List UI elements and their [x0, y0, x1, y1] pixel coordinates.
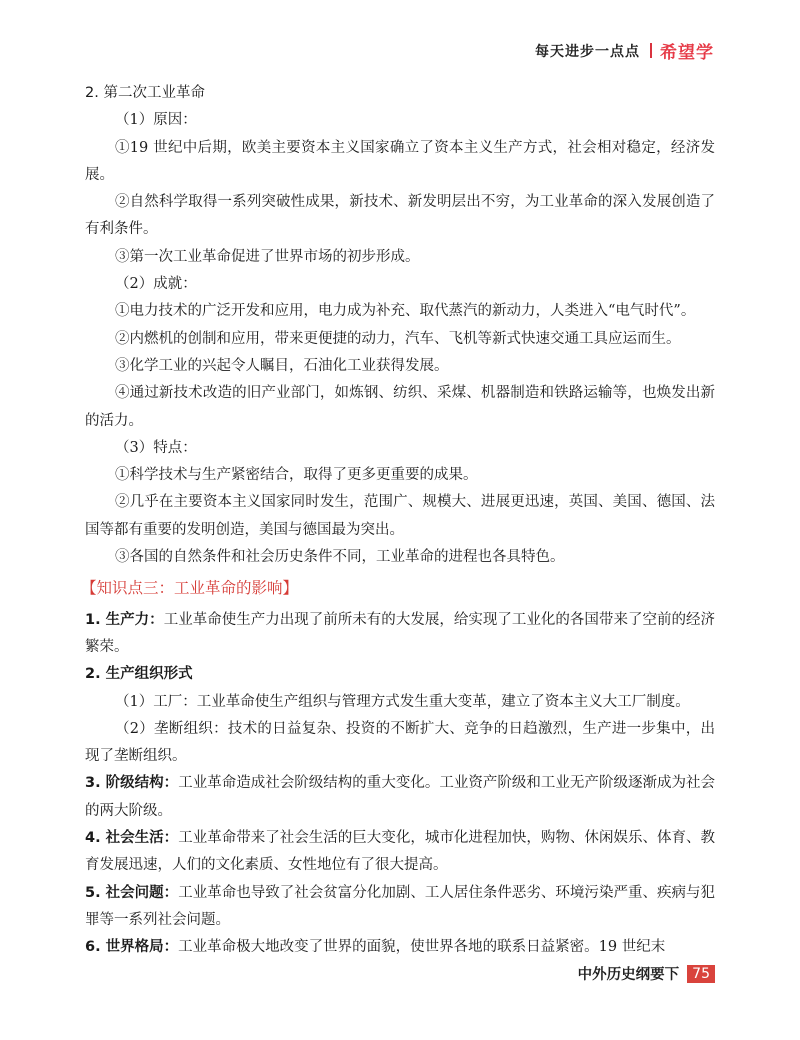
impact-productivity-text: 工业革命使生产力出现了前所未有的大发展，给实现了工业化的各国带来了空前的经济繁荣。: [85, 611, 715, 655]
impact-class-structure-label: 3. 阶级结构：: [85, 775, 179, 792]
page-number: 75: [687, 965, 715, 983]
book-title: 中外历史纲要下: [577, 967, 680, 983]
page-footer: [578, 963, 715, 984]
subheading-features: （3）特点：: [115, 439, 197, 456]
impact-world-pattern-text: 工业革命极大地改变了世界的面貌，使世界各地的联系日益紧密。19 世纪末: [178, 939, 666, 956]
impact-organization-label: 2. 生产组织形式: [85, 666, 193, 683]
impact-productivity: [85, 607, 715, 662]
impact-social-life-text: 工业革命带来了社会生活的巨大变化，城市化进程加快，购物、休闲娱乐、体育、教育发展迅速，人们的文化素质、女性地位有了很大提高。: [85, 830, 715, 874]
impact-class-structure: [85, 770, 715, 825]
header-divider: [650, 43, 652, 58]
impact-organization-factory: （1）工厂：工业革命使生产组织与管理方式发生重大变革，建立了资本主义大工厂制度。: [115, 693, 690, 710]
paragraph-feature-1: ①科学技术与生产紧密结合，取得了更多更重要的成果。: [115, 467, 478, 484]
paragraph-cause-2: ②自然科学取得一系列突破性成果，新技术、新发明层出不穷，为工业革命的深入发展创造了有利条件。: [85, 194, 715, 238]
paragraph-achievement-3: ③化学工业的兴起令人瞩目，石油化工业获得发展。: [115, 357, 449, 374]
paragraph-achievement-2: ②内燃机的创制和应用，带来更便捷的动力，汽车、飞机等新式快速交通工具应运而生。: [115, 330, 681, 347]
header-slogan: 每天进步一点点: [535, 43, 640, 60]
subheading-achievements: （2）成就：: [115, 276, 197, 293]
section-title-impact: 【知识点三：工业革命的影响】: [81, 579, 299, 598]
paragraph-cause-3: ③第一次工业革命促进了世界市场的初步形成。: [115, 248, 420, 265]
impact-world-pattern-label: 6. 世界格局：: [85, 939, 179, 956]
page-body: [81, 80, 715, 962]
impact-social-problems: [85, 880, 715, 935]
impact-social-life-label: 4. 社会生活：: [85, 830, 179, 847]
impact-social-problems-label: 5. 社会问题：: [85, 884, 179, 901]
impact-social-life: [85, 825, 715, 880]
page-header: [535, 38, 714, 63]
impact-social-problems-text: 工业革命也导致了社会贫富分化加剧、工人居住条件恶劣、环境污染严重、疾病与犯罪等一系列社会问题。: [85, 884, 715, 928]
subheading-causes: （1）原因：: [115, 112, 197, 129]
impact-organization-monopoly: （2）垄断组织：技术的日益复杂、投资的不断扩大、竞争的日趋激烈，生产进一步集中，出现了垄断组织。: [85, 720, 715, 765]
paragraph-achievement-1: ①电力技术的广泛开发和应用，电力成为补充、取代蒸汽的新动力，人类进入“电气时代”。: [115, 303, 696, 320]
impact-class-structure-text: 工业革命造成社会阶级结构的重大变化。工业资产阶级和工业无产阶级逐渐成为社会的两大阶级。: [85, 775, 715, 819]
impact-productivity-label: 1. 生产力：: [85, 611, 164, 628]
heading-second-industrial-revolution: 2. 第二次工业革命: [85, 85, 205, 101]
paragraph-feature-2: ②几乎在主要资本主义国家同时发生，范围广、规模大、进展更迅速，英国、美国、德国、法国等都有重要的发明创造，美国与德国最为突出。: [85, 494, 715, 538]
impact-world-pattern: [85, 934, 715, 961]
brand-logo: 希望学: [660, 43, 714, 63]
paragraph-cause-1: ①19 世纪中后期，欧美主要资本主义国家确立了资本主义生产方式，社会相对稳定，经济发展。: [85, 139, 715, 183]
paragraph-feature-3: ③各国的自然条件和社会历史条件不同，工业革命的进程也各具特色。: [115, 549, 565, 566]
paragraph-achievement-4: ④通过新技术改造的旧产业部门，如炼钢、纺织、采煤、机器制造和铁路运输等，也焕发出新的活力。: [85, 385, 715, 429]
